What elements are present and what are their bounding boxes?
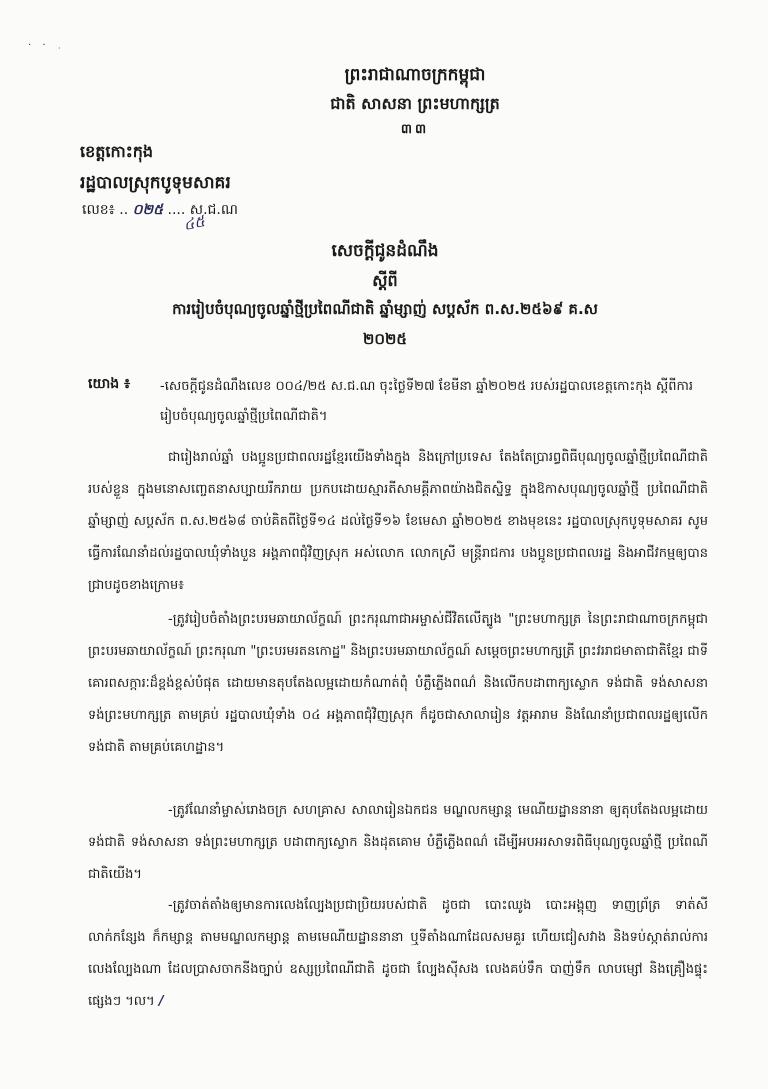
games-text: -ត្រូវចាត់តាំងឲ្យមានការលេងល្បែងប្រជាប្រិយរបស់ជាតិ ដូចជា បោះឈូង បោះអង្គុញ ទាញព្រ័ត្រ ទាត់សី លាក់កន្សែង ក៏កម្សាន្ត តាមមណ្ឌលកម្សាន្ត តាមមេណីយដ្ឋាននានា ឬទីតាំងណាដែលសមគួរ ហើយជៀសវាង និងទប់ស្កាត់រាល់ការលេងល្បែងណា ដែលប្រាសចាកនីងច្បាប់ ឧស្សប្រពៃណីជាតិ ដូចជា ល្បែងស៊ីសង លេងគប់ទឹក បាញ់ទឹក លាបម្សៅ និងគ្រឿងផ្ទុះផ្សេងៗ ។ល។ — [88, 898, 708, 1009]
ref-number: ០២៥ — [132, 202, 164, 218]
handwritten-mark: ៤៥ — [181, 212, 207, 235]
reference-text: -សេចក្ដីជូនដំណឹងលេខ ០០៤/២៥ ស.ជ.ណ ចុះថ្ងៃទី២៧ ខែមីនា ឆ្នាំ២០២៥ របស់រដ្ឋបាលខេត្តកោះកុង ស្ដីពីការរៀបចំបុណ្យចូលឆ្នាំថ្មីប្រពៃណីជាតិ។ — [160, 379, 693, 424]
body-paragraph-intro: ជារៀងរាល់ឆ្នាំ បងប្អូនប្រជាពលរដ្ឋខ្មែរយើងទាំងក្នុង និងក្រៅប្រទេស តែងតែប្រារព្ធពិធីបុណ្យចូលឆ្នាំថ្មីប្រពៃណីជាតិរបស់ខ្លួន ក្នុងមនោសញ្ចេតនាសប្បាយរីករាយ ប្រកបដោយស្មារតីសាមគ្គីភាពយ៉ាងជិតស្និទ្ធ ក្នុងឱកាសបុណ្យចូលឆ្នាំថ្មី ប្រពៃណីជាតិ ឆ្នាំម្សាញ់ សប្ដស័ក ព.ស.២៥៦៨ ចាប់គិតពីថ្ងៃទី១៤ ដល់ថ្ងៃទី១៦ ខែមេសា ឆ្នាំ២០២៥ ខាងមុខនេះ រដ្ឋបាលស្រុកបូទុមសាគរ សូមធ្វើការណែនាំដល់រដ្ឋបាលឃុំទាំងបួន អង្គភាពជុំវិញស្រុក អស់លោក លោកស្រី មន្ត្រីរាជការ បងប្អូនប្រជាពលរដ្ឋ និងអាជីវកម្មឲ្យបានជ្រាបដូចខាងក្រោម៖ — [88, 450, 708, 593]
ref-prefix: លេខ៖ — [82, 202, 115, 218]
handwritten-initial: / — [158, 994, 164, 1009]
kingdom-heading: ព្រះរាជាណាចក្រកម្ពុជា — [344, 65, 486, 85]
document-subtitle: ស្ដីពី — [372, 271, 398, 290]
body-paragraph-portraits: -ត្រូវរៀបចំតាំងព្រះបរមឆាយាល័ក្ខណ៍ ព្រះករុណាជាអម្ចាស់ជីវិតលើត្បូង "ព្រះមហាក្សត្រ នៃព្រះរាជាណាចក្រកម្ពុជា ព្រះបរមឆាយាល័ក្ខណ៍ ព្រះករុណា "ព្រះបរមរតនកោដ្ឋ" និងព្រះបរមឆាយាល័ក្ខណ៍ សម្ដេចព្រះមហាក្សត្រី ព្រះវររាជមាតាជាតិខ្មែរ ជាទីគោរពសក្ការៈដ៏ខ្ពង់ខ្ពស់បំផុត ដោយមានតុបតែងលម្អដោយកំណាត់ពុំ បំភ្លឺភ្លើងពណ៌ និងលើកបដាពាក្យស្លោក ទង់ជាតិ ទង់សាសនា ទង់ព្រះមហាក្សត្រ តាមគ្រប់ រដ្ឋបាលឃុំទាំង ០៤ អង្គភាពជុំវិញស្រុក ក៏ដូចជាសាលារៀន វត្តអារាម និងណែនាំប្រជាពលរដ្ឋឲ្យលើកទង់ជាតិ តាមគ្រប់គេហដ្ឋាន។ — [88, 612, 708, 755]
document-subject-year: ២០២៥ — [363, 330, 407, 348]
document-title: សេចក្ដីជូនដំណឹង — [331, 241, 439, 261]
reference-number-line: លេខ៖ .. ០២៥ .... ស.ជ.ណ — [82, 202, 238, 218]
sender-administration: រដ្ឋបាលស្រុកបូទុមសាគរ — [80, 173, 231, 193]
scan-specks: · — [58, 44, 61, 53]
scan-specks: · · — [28, 40, 50, 51]
document-subject: ការរៀបចំបុណ្យចូលឆ្នាំថ្មីប្រពៃណីជាតិ ឆ្នាំម្សាញ់ សប្ដស័ក ព.ស.២៥៦៩ គ.ស — [172, 300, 598, 318]
body-paragraph-games — [88, 890, 708, 1018]
ref-suffix: ស.ជ.ណ — [189, 202, 238, 218]
sender-province: ខេត្តកោះកុង — [80, 142, 154, 161]
motto-ornament: ៣៣ — [400, 122, 430, 137]
body-paragraph-decorations: -ត្រូវណែនាំម្ចាស់រោងចក្រ សហគ្រាស សាលារៀនឯកជន មណ្ឌលកម្សាន្ត មេណីយដ្ឋាននានា ឲ្យតុបតែងលម្អដោយទង់ជាតិ ទង់សាសនា ទង់ព្រះមហាក្សត្រ បដាពាក្យស្លោក និងដុតគោម បំភ្លឺភ្លើងពណ៌ ដើម្បីអបអរសាទរពិធីបុណ្យចូលឆ្នាំថ្មី ប្រពៃណីជាតិយើង។ — [88, 803, 708, 882]
national-motto: ជាតិ សាសនា ព្រះមហាក្សត្រ — [330, 94, 500, 113]
reference-label: យោង ៖ — [88, 376, 131, 392]
